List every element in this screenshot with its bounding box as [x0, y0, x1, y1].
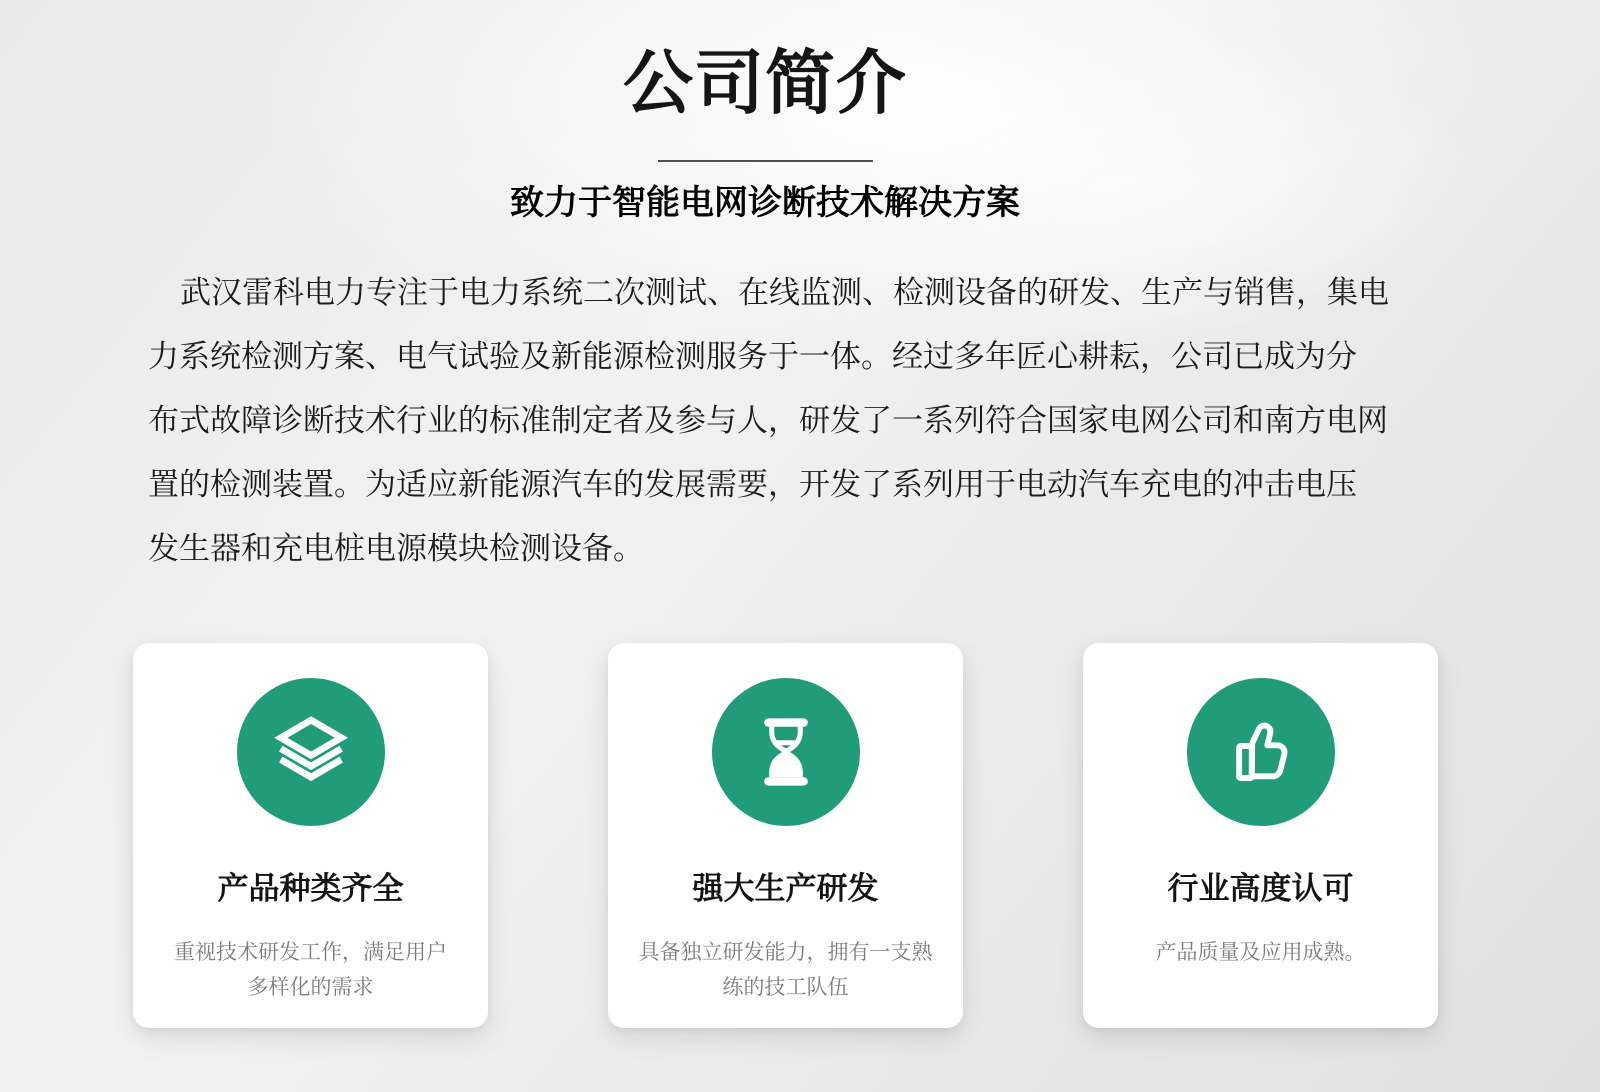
icon-circle	[237, 678, 385, 826]
hourglass-icon	[744, 710, 828, 794]
feature-description-line: 练的技工队伍	[722, 976, 849, 1000]
page-subtitle: 致力于智能电网诊断技术解决方案	[510, 184, 1020, 222]
feature-card-product-range	[133, 643, 488, 1028]
intro-paragraph	[148, 261, 1448, 581]
feature-title: 行业高度认可	[1167, 871, 1354, 907]
page-title: 公司简介	[623, 44, 907, 122]
intro-line: 布式故障诊断技术行业的标准制定者及参与人，研发了一系列符合国家电网公司和南方电网	[148, 403, 1388, 439]
company-intro-section	[0, 0, 1530, 223]
intro-line: 发生器和充电桩电源模块检测设备。	[148, 531, 644, 567]
layers-icon	[269, 710, 353, 794]
intro-line: 武汉雷科电力专注于电力系统二次测试、在线监测、检测设备的研发、生产与销售，集电	[180, 275, 1389, 311]
feature-cards-row	[133, 643, 1438, 1028]
feature-description-line: 重视技术研发工作，满足用户	[174, 941, 447, 965]
icon-circle	[1187, 678, 1335, 826]
feature-title: 强大生产研发	[692, 871, 879, 907]
feature-description	[608, 935, 963, 1005]
feature-description-line: 产品质量及应用成熟。	[1155, 941, 1366, 965]
feature-description-line: 具备独立研发能力，拥有一支熟	[638, 941, 933, 965]
feature-description	[133, 935, 488, 1005]
feature-card-industry-recognition	[1083, 643, 1438, 1028]
feature-description-line: 多样化的需求	[247, 976, 374, 1000]
intro-line: 力系统检测方案、电气试验及新能源检测服务于一体。经过多年匠心耕耘，公司已成为分	[148, 339, 1357, 375]
feature-card-production-rd	[608, 643, 963, 1028]
feature-description	[1083, 935, 1438, 970]
feature-title: 产品种类齐全	[217, 871, 404, 907]
title-divider	[658, 160, 873, 162]
thumbs-up-icon	[1219, 710, 1303, 794]
icon-circle	[712, 678, 860, 826]
intro-line: 置的检测装置。为适应新能源汽车的发展需要，开发了系列用于电动汽车充电的冲击电压	[148, 467, 1357, 503]
